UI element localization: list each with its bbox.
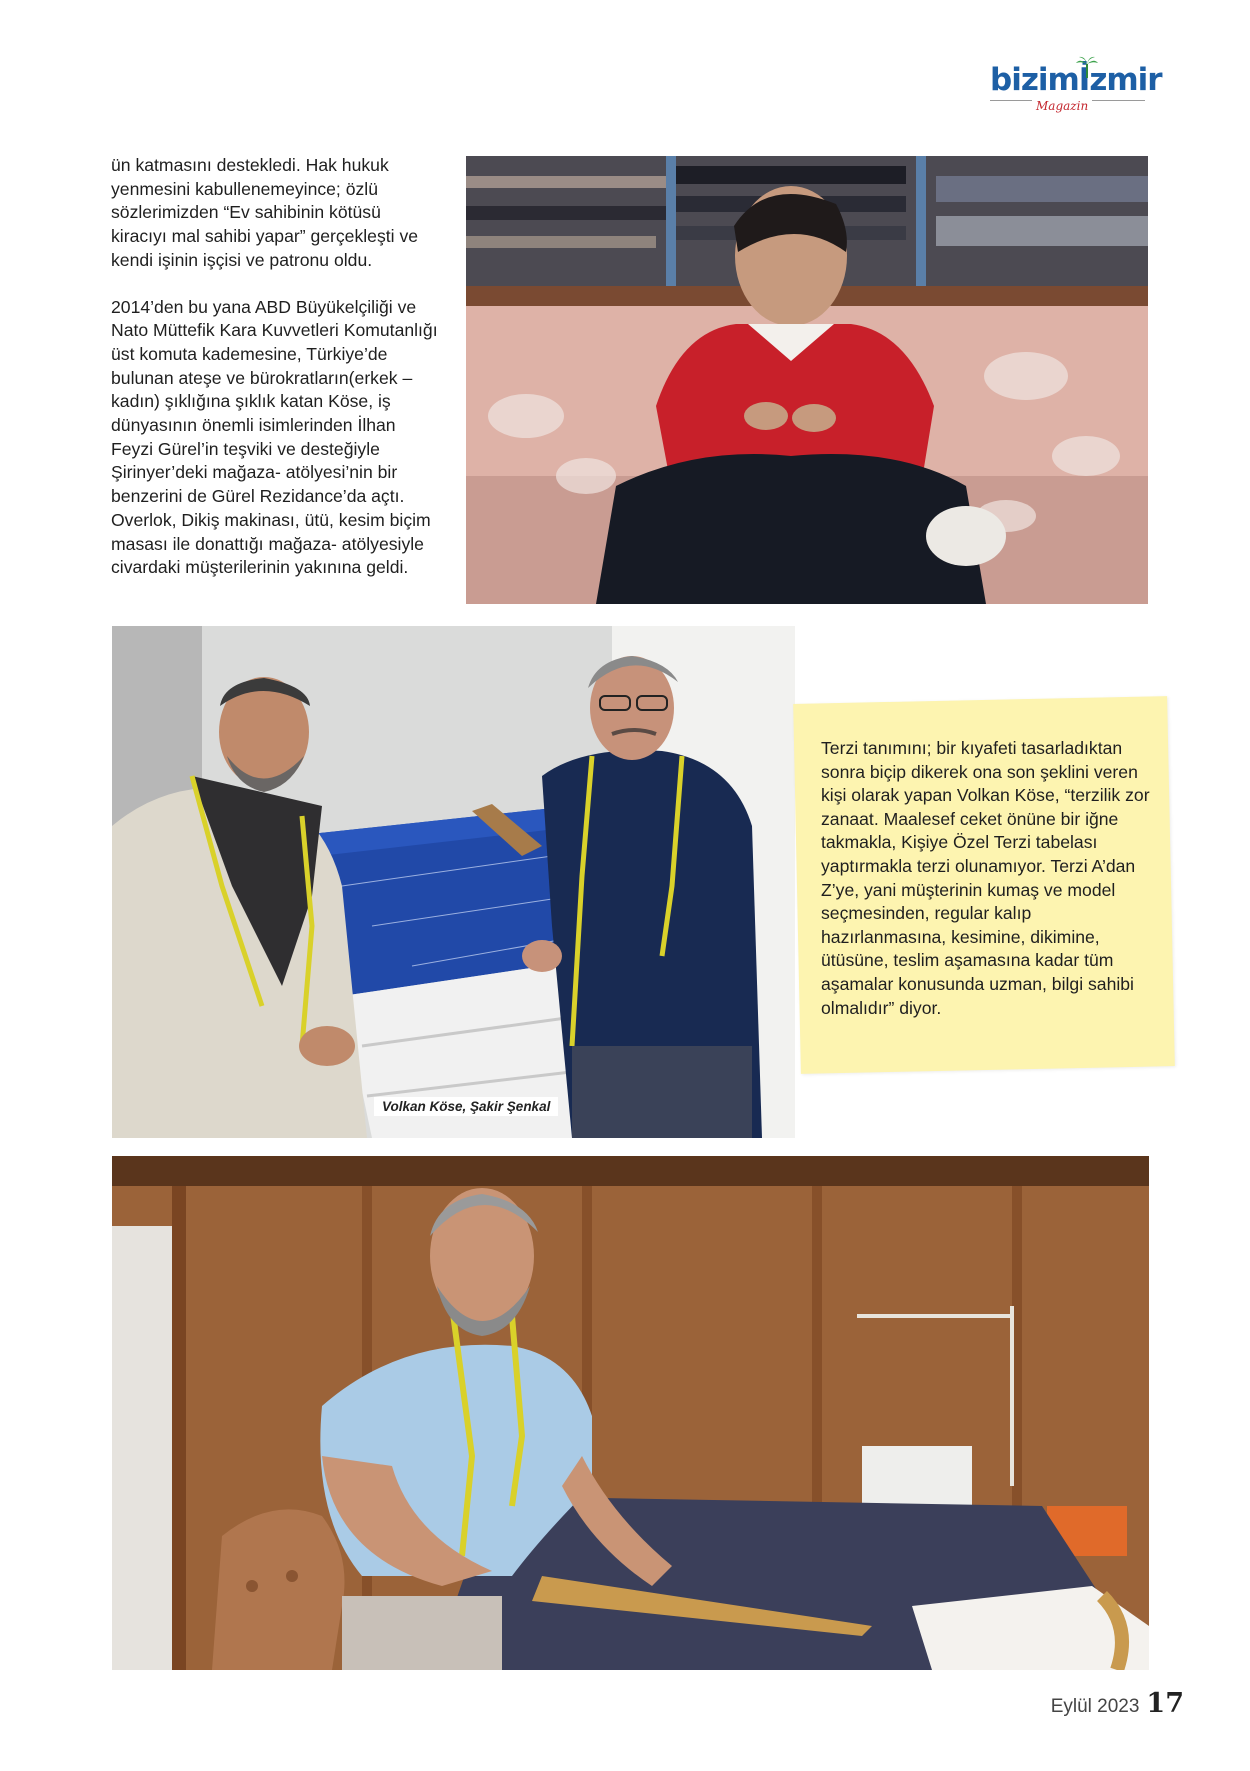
article-body [111,154,441,603]
logo-subtitle: Magazin [1032,99,1092,113]
page-number: 17 [1146,1688,1184,1719]
quote-text: Terzi tanımını; bir kıyafeti tasarladıktan sonra biçip dikerek ona son şeklini veren kişi olarak yapan Volkan Köse, “terzilik zor zanaat. Maalesef ceket önüne bir iğne takmakla, Kişiye Özel Terzi tabelası yaptırmakla terzi olunamıyor. Terzi A’dan Z’ye, yani müşterinin kumaş ve model seçmesinden, regular kalıp hazırlanmasına, kesimine, dikimine, ütüsüne, teslim aşamasına kadar tüm aşamalar konusunda uzman, bilgi sahibi olmalıdır” diyor. [821,738,1150,1018]
logo-text: bizimİzmir [990,62,1162,98]
article-paragraph-1: ün katmasını destekledi. Hak hukuk yenmesini kabullenemeyince; özlü sözlerimizden “Ev sahibinin kötüsü kiracıyı mal sahibi yapar” gerçekleşti ve kendi işinin işçisi ve patronu oldu. [111,155,419,270]
magazine-logo [990,62,1162,114]
issue-date: Eylül 2023 [1050,1696,1140,1717]
tailors-photo [112,626,795,1138]
childhood-photo [466,156,1148,604]
workshop-photo [112,1156,1149,1670]
page-footer [1051,1688,1184,1719]
palm-tree-icon [1076,56,1098,78]
article-paragraph-2: 2014’den bu yana ABD Büyükelçiliği ve Nato Müttefik Kara Kuvvetleri Komutanlığı üst komuta kademesine, Türkiye’de bulunan ateşe ve bürokratların(erkek – kadın) şıklığına şıklık katan Köse, iş dünyasının önemli isimlerinden İlhan Feyzi Gürel’in teşviki ve desteğiyle Şirinyer’deki mağaza- atölyesi’nin bir benzerini de Gürel Rezidance’da açtı. Overlok, Dikiş makinası, ütü, kesim biçim masası ile donattığı mağaza- atölyesiyle civardaki müşterilerinin yakınına geldi. [111,296,438,578]
photo-caption: Volkan Köse, Şakir Şenkal [374,1097,558,1116]
